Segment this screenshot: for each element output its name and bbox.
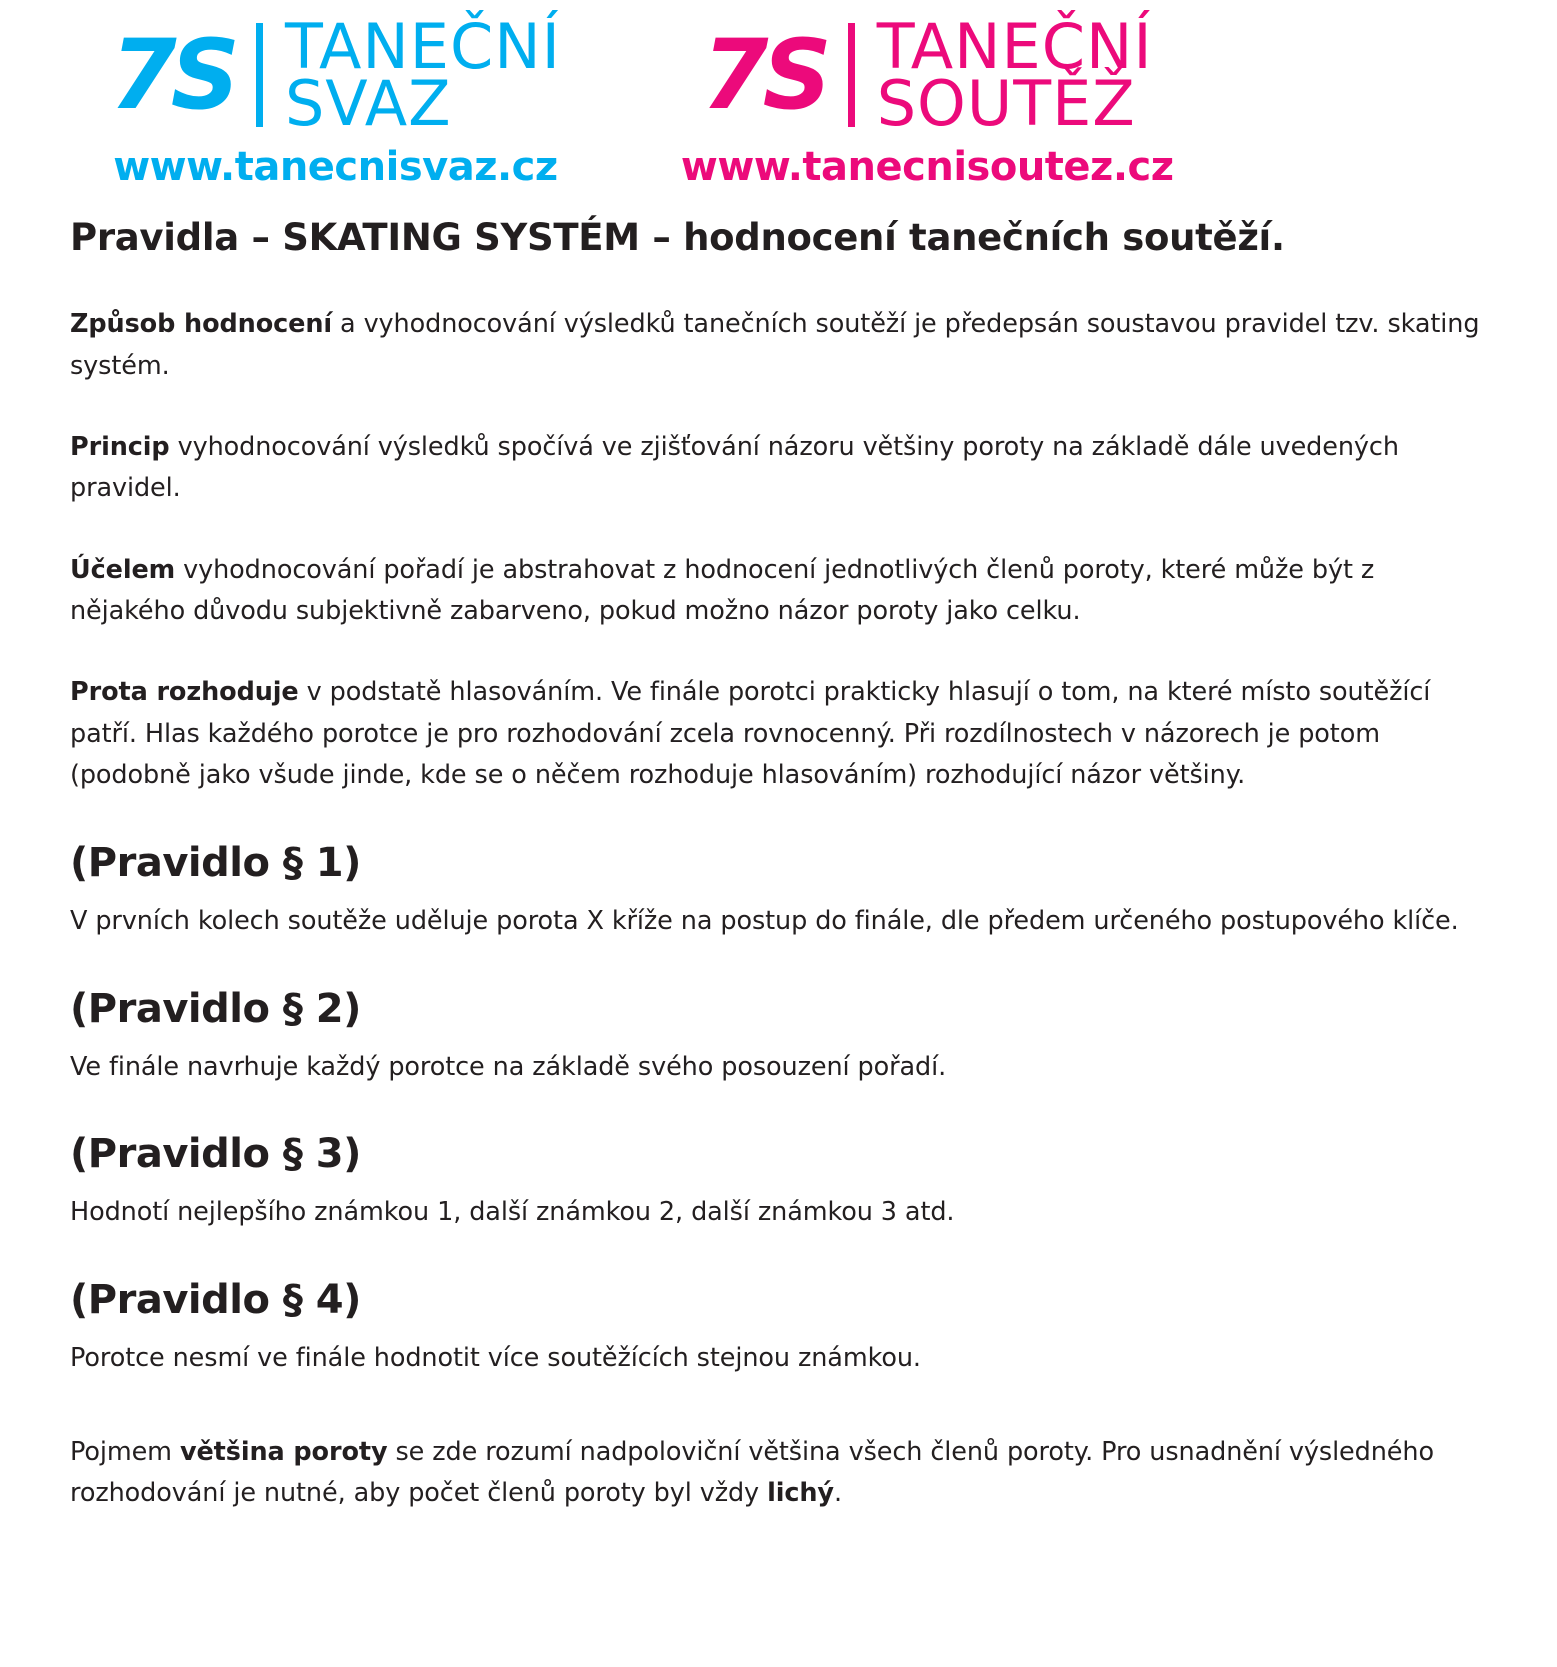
paragraph-ucelem	[70, 550, 1493, 633]
rule-text-1: V prvních kolech soutěže uděluje porota X kříže na postup do finále, dle předem určeného postupového klíče.	[70, 906, 1459, 937]
closing-part-3: .	[833, 1478, 842, 1509]
logo-wordmark	[284, 10, 561, 141]
paragraph-zpusob-hodnoceni	[70, 304, 1493, 387]
rule-text-2: Ve finále navrhuje každý porotce na základě svého posouzení pořadí.	[70, 1051, 947, 1082]
closing-part-2: se zde rozumí nadpoloviční většina všech členů poroty. Pro usnadnění výsledného rozhodování je nutné, aby počet členů poroty byl vždy	[70, 1437, 1434, 1509]
paragraph-princip	[70, 427, 1493, 510]
logo-divider-icon	[256, 23, 263, 127]
closing-bold-1: většina poroty	[179, 1437, 388, 1468]
paragraph-body: v podstatě hlasováním. Ve finále porotci prakticky hlasují o tom, na které místo soutěžící patří. Hlas každého porotce je pro rozhodování zcela rovnocenný. Při rozdílnostech v názorech je potom (podobně jako všude jinde, kde se o něčem rozhoduje hlasováním) rozhodující názor většiny.	[70, 677, 1431, 790]
paragraph-body: vyhodnocování pořadí je abstrahovat z hodnocení jednotlivých členů poroty, které může být z nějakého důvodu subjektivně zabarveno, pokud možno názor poroty jako celku.	[70, 554, 1375, 626]
ts-monogram-icon: 7S	[701, 19, 826, 132]
logo-word-line2: SVAZ	[284, 67, 452, 141]
page-title: Pravidla – SKATING SYSTÉM – hodnocení tanečních soutěží.	[70, 216, 1285, 260]
rule-text-3: Hodnotí nejlepšího známkou 1, další známkou 2, další známkou 3 atd.	[70, 1197, 955, 1228]
paragraph-prota-rozhoduje	[70, 672, 1493, 796]
logo-top-row	[110, 10, 561, 141]
rule-heading-4: (Pravidlo § 4)	[70, 1276, 361, 1323]
logo-header	[70, 10, 1493, 191]
paragraph-lead: Prota rozhoduje	[70, 677, 299, 708]
paragraph-vetsina-poroty	[70, 1432, 1493, 1515]
rule-heading-1: (Pravidlo § 1)	[70, 840, 361, 887]
paragraph-body: a vyhodnocování výsledků tanečních soutěží je předepsán soustavou pravidel tzv. skating systém.	[70, 309, 1480, 381]
paragraph-lead: Princip	[70, 432, 170, 463]
paragraph-body: vyhodnocování výsledků spočívá ve zjišťování názoru většiny poroty na základě dále uvedených pravidel.	[70, 432, 1399, 504]
paragraph-lead: Způsob hodnocení	[70, 309, 333, 340]
logo-word-line1: TANEČNÍ	[876, 10, 1153, 83]
logo-url-tanecnisoutez[interactable]: www.tanecnisoutez.cz	[680, 144, 1174, 191]
logo-wordmark	[876, 10, 1153, 141]
logo-top-row	[701, 10, 1153, 141]
rule-heading-3: (Pravidlo § 3)	[70, 1131, 361, 1178]
paragraph-lead: Účelem	[70, 554, 176, 585]
logo-tanecni-svaz	[110, 10, 561, 191]
logo-word-line2: SOUTĚŽ	[876, 67, 1136, 141]
logo-word-line1: TANEČNÍ	[284, 10, 561, 83]
closing-part-1: Pojmem	[70, 1437, 180, 1468]
rule-heading-2: (Pravidlo § 2)	[70, 985, 361, 1032]
logo-url-tanecnisvaz[interactable]: www.tanecnisvaz.cz	[113, 144, 558, 191]
section-spacer	[70, 1386, 1493, 1432]
closing-bold-2: lichý	[767, 1478, 834, 1509]
ts-monogram-icon: 7S	[110, 19, 234, 132]
logo-divider-icon	[848, 23, 855, 127]
logo-tanecni-soutez	[680, 10, 1174, 191]
rule-text-4: Porotce nesmí ve finále hodnotit více soutěžících stejnou známkou.	[70, 1342, 921, 1373]
